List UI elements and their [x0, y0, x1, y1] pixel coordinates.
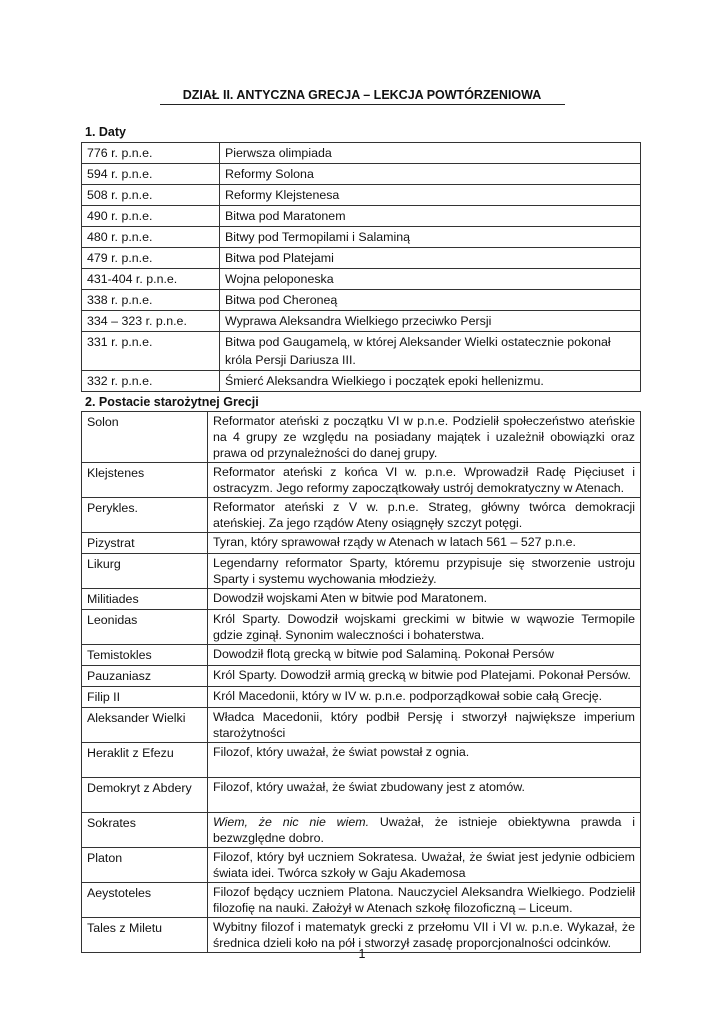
date-cell: 479 r. p.n.e. [82, 248, 220, 269]
person-description-cell: Władca Macedonii, który podbił Persję i stworzył największe imperium starożytności [208, 708, 641, 743]
table-row [82, 708, 641, 743]
table-row [82, 589, 641, 610]
person-name-cell: Leonidas [82, 610, 208, 645]
person-name-cell: Aleksander Wielki [82, 708, 208, 743]
event-cell: Bitwy pod Termopilami i Salaminą [220, 227, 641, 248]
table-row [82, 311, 641, 332]
dates-table [81, 142, 641, 392]
table-row [82, 332, 641, 371]
person-name-cell: Pizystrat [82, 533, 208, 554]
people-heading: 2. Postacie starożytnej Grecji [85, 395, 259, 409]
person-description-cell: Reformator ateński z początku VI w p.n.e. Podzielił społeczeństwo ateńskie na 4 grupy ze względu na posiadany majątek i uzależnił obowiązki oraz prawa od przynależności do danej grupy. [208, 412, 641, 463]
event-cell: Reformy Klejstenesa [220, 185, 641, 206]
table-row [82, 848, 641, 883]
table-row [82, 883, 641, 918]
dates-heading: 1. Daty [85, 125, 126, 139]
event-cell: Reformy Solona [220, 164, 641, 185]
event-cell: Bitwa pod Cheroneą [220, 290, 641, 311]
date-cell: 332 r. p.n.e. [82, 371, 220, 392]
date-cell: 338 r. p.n.e. [82, 290, 220, 311]
page-number: 1 [358, 947, 366, 961]
table-row [82, 645, 641, 666]
table-row [82, 498, 641, 533]
event-cell: Wojna peloponeska [220, 269, 641, 290]
person-name-cell: Militiades [82, 589, 208, 610]
person-description-cell: Dowodził flotą grecką w bitwie pod Salaminą. Pokonał Persów [208, 645, 641, 666]
person-name-cell: Perykles. [82, 498, 208, 533]
person-name-cell: Pauzaniasz [82, 666, 208, 687]
event-cell: Pierwsza olimpiada [220, 143, 641, 164]
person-description-cell: Król Sparty. Dowodził armią grecką w bitwie pod Platejami. Pokonał Persów. [208, 666, 641, 687]
table-row [82, 666, 641, 687]
event-cell: Wyprawa Aleksandra Wielkiego przeciwko Persji [220, 311, 641, 332]
person-description-cell: Reformator ateński z końca VI w. p.n.e. Wprowadził Radę Pięciuset i ostracyzm. Jego reformy zapoczątkowały ustrój demokratyczny w Atenach. [208, 463, 641, 498]
date-cell: 508 r. p.n.e. [82, 185, 220, 206]
person-name-cell: Solon [82, 412, 208, 463]
date-cell: 776 r. p.n.e. [82, 143, 220, 164]
title-underline [160, 104, 565, 105]
person-description-cell: Wybitny filozof i matematyk grecki z przełomu VII i VI w. p.n.e. Wykazał, że średnica dzieli koło na pół i stworzył zasadę proporcjonalności odcinków. [208, 918, 641, 953]
event-cell: Bitwa pod Gaugamelą, w której Aleksander Wielki ostatecznie pokonał króla Persji Dariusza III. [220, 332, 641, 371]
table-row [82, 290, 641, 311]
event-cell: Śmierć Aleksandra Wielkiego i początek epoki hellenizmu. [220, 371, 641, 392]
date-cell: 431-404 r. p.n.e. [82, 269, 220, 290]
person-description-cell: Tyran, który sprawował rządy w Atenach w latach 561 – 527 p.n.e. [208, 533, 641, 554]
table-row [82, 412, 641, 463]
person-name-cell: Likurg [82, 554, 208, 589]
table-row [82, 687, 641, 708]
person-name-cell: Sokrates [82, 813, 208, 848]
table-row [82, 185, 641, 206]
table-row [82, 533, 641, 554]
date-cell: 480 r. p.n.e. [82, 227, 220, 248]
table-row [82, 227, 641, 248]
table-row [82, 206, 641, 227]
date-cell: 331 r. p.n.e. [82, 332, 220, 371]
table-row [82, 743, 641, 778]
person-name-cell: Demokryt z Abdery [82, 778, 208, 813]
person-description-cell: Filozof będący uczniem Platona. Nauczyciel Aleksandra Wielkiego. Podzielił filozofię na nauki. Założył w Atenach szkołę filozoficzną – Liceum. [208, 883, 641, 918]
date-cell: 594 r. p.n.e. [82, 164, 220, 185]
table-row [82, 554, 641, 589]
table-row [82, 269, 641, 290]
table-row [82, 143, 641, 164]
table-row [82, 463, 641, 498]
person-name-cell: Temistokles [82, 645, 208, 666]
table-row [82, 371, 641, 392]
person-name-cell: Filip II [82, 687, 208, 708]
person-name-cell: Heraklit z Efezu [82, 743, 208, 778]
table-row [82, 164, 641, 185]
event-cell: Bitwa pod Platejami [220, 248, 641, 269]
people-table [81, 411, 641, 953]
table-row [82, 813, 641, 848]
person-description-cell: Filozof, który był uczniem Sokratesa. Uważał, że świat jest jedynie odbiciem świata idei. Twórca szkoły w Gaju Akademosa [208, 848, 641, 883]
person-name-cell: Platon [82, 848, 208, 883]
person-description-cell: Dowodził wojskami Aten w bitwie pod Maratonem. [208, 589, 641, 610]
date-cell: 490 r. p.n.e. [82, 206, 220, 227]
socrates-quote: Wiem, że nic nie wiem. [213, 815, 370, 829]
socrates-description: Uważał, że istnieje obiektywna prawda i bezwzględne dobro. [213, 815, 635, 845]
person-description-cell: Legendarny reformator Sparty, któremu przypisuje się stworzenie ustroju Sparty i systemu wychowania młodzieży. [208, 554, 641, 589]
person-name-cell: Aeystoteles [82, 883, 208, 918]
table-row [82, 248, 641, 269]
event-cell: Bitwa pod Maratonem [220, 206, 641, 227]
table-row [82, 610, 641, 645]
person-description-cell [208, 813, 641, 848]
person-name-cell: Tales z Miletu [82, 918, 208, 953]
table-row [82, 778, 641, 813]
person-description-cell: Filozof, który uważał, że świat zbudowany jest z atomów. [208, 778, 641, 813]
date-cell: 334 – 323 r. p.n.e. [82, 311, 220, 332]
document-title: DZIAŁ II. ANTYCZNA GRECJA – LEKCJA POWTÓRZENIOWA [182, 88, 542, 102]
person-description-cell: Reformator ateński z V w. p.n.e. Strateg, główny twórca demokracji ateńskiej. Za jego rządów Ateny osiągnęły szczyt potęgi. [208, 498, 641, 533]
person-description-cell: Król Sparty. Dowodził wojskami greckimi w bitwie w wąwozie Termopile gdzie zginął. Synonim waleczności i bohaterstwa. [208, 610, 641, 645]
person-description-cell: Król Macedonii, który w IV w. p.n.e. podporządkował sobie całą Grecję. [208, 687, 641, 708]
person-name-cell: Klejstenes [82, 463, 208, 498]
person-description-cell: Filozof, który uważał, że świat powstał z ognia. [208, 743, 641, 778]
